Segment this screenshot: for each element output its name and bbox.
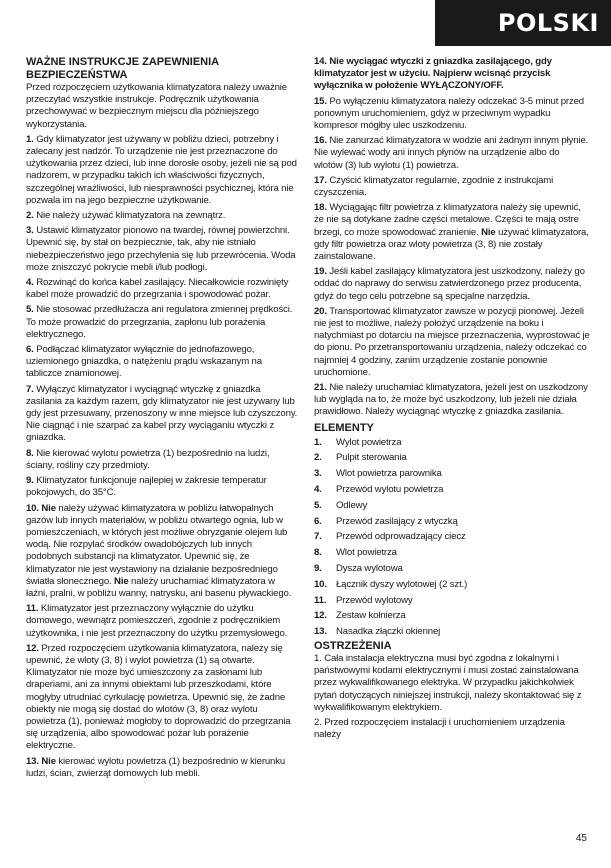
safety-item: 18. Wyciągając filtr powietrza z klimatyzatora należy się upewnić, że nie są dotykane żadne części metalowe. Części te mają ostre brzegi, co może spowodować zranienie. Nie używać klimatyzatora, gdy filtr powietrza oraz wloty powietrza (3, 8) nie zostały zainstalowane.: [314, 202, 589, 263]
warnings-heading: OSTRZEŻENIA: [314, 640, 392, 653]
warning-item: 1. Cała instalacja elektryczna musi być zgodna z lokalnymi i państwowymi kodami elektrycznymi i musi zostać zainstalowana przez wykwalifikowanego elektryka. W przypadku jakichkolwiek pytań dotyczących niniejszej instrukcji, należy skontaktować się z wykwalifikowanym elektrykiem.: [314, 653, 582, 713]
element-item: 10. Łącznik dyszy wylotowej (2 szt.): [314, 578, 468, 590]
safety-list-right: [314, 96, 590, 419]
element-item: 13. Nasadka złączki okiennej: [314, 626, 441, 638]
language-tab: [435, 0, 611, 46]
safety-item: 12. Przed rozpoczęciem użytkowania klimatyzatora, należy się upewnić, że wloty (3, 8) i wylot powietrza (1) są otwarte. Klimatyzator nie może być umieszczony za zasłonami lub draperiami, ani za innymi obiektami lub przeszkodami, które mogłyby utrudniać cyrkulację powietrza. Upewnić się, że żadne obiekty nie mogą się dostać do wlotów (3, 8) oraz wylotu powietrza (1), ponieważ mogłoby to doprowadzić do przegrzania się urządzenia, albo spowodować pożar lub porażenie elektryczne.: [26, 642, 291, 752]
element-item: 8. Wlot powietrza: [314, 547, 397, 559]
element-item: 9. Dysza wylotowa: [314, 563, 403, 575]
element-item: 6. Przewód zasilający z wtyczką: [314, 515, 458, 527]
element-item: 5. Odlewy: [314, 499, 368, 511]
element-item: 2. Pulpit sterowania: [314, 452, 407, 464]
safety-item: 1. Gdy klimatyzator jest używany w pobliżu dzieci, potrzebny i zalecany jest nadzór. To urządzenie nie jest przeznaczone do użytkowania przez dzieci, lub inne dorosłe osoby, jeżeli nie są pod nadzorem, w przypadku takich ich właściwości fizycznych, szczególnej wrażliwości, lub niesprawności psychicznej, która nie pozwala im na jego bezpieczne użytkowanie.: [26, 133, 297, 206]
safety-list-left: [26, 134, 298, 780]
element-item: 12. Zestaw kołnierza: [314, 610, 406, 622]
element-item: 7. Przewód odprowadzający ciecz: [314, 531, 466, 543]
left-column: [26, 56, 298, 783]
safety-item: 15. Po wyłączeniu klimatyzatora należy odczekać 3-5 minut przed ponownym uruchomieniem, gdyż w przeciwnym wypadku kompresor mógłby ulec uszkodzeniu.: [314, 95, 584, 132]
page-number: 45: [575, 833, 587, 844]
safety-item: 8. Nie kierować wylotu powietrza (1) bezpośrednio na ludzi, ściany, rośliny czy przedmioty.: [26, 447, 270, 471]
elements-list: [314, 435, 590, 640]
safety-item: 20. Transportować klimatyzator zawsze w pozycji pionowej. Jeżeli nie jest to możliwe, należy położyć urządzenie na boku i natychmiast po dotarciu na miejsce przeznaczenia, wyprostować je do pionu. Po przetransportowaniu urządzenia, należy odczekać co najmniej 4 godziny, zanim urządzenie zostanie ponownie uruchomione.: [314, 305, 590, 378]
element-item: 3. Wlot powietrza parownika: [314, 468, 442, 480]
safety-item-14: 14. Nie wyciągać wtyczki z gniazdka zasilającego, gdy klimatyzator jest w użyciu. Najpierw wcisnąć przycisk wyłącznika w położenie WYŁĄCZONY/OFF.: [314, 56, 552, 92]
safety-item: 16. Nie zanurzać klimatyzatora w wodzie ani żadnym innym płynie. Nie wylewać wody ani innych płynów na urządzenie albo do wlotów (3) lub wylotu (1) powietrza.: [314, 135, 589, 171]
safety-item: 4. Rozwinąć do końca kabel zasilający. Niecałkowicie rozwinięty kabel może prowadzić do przegrzania i spowodować pożar.: [26, 277, 289, 301]
language-label: POLSKI: [497, 9, 599, 37]
safety-item: 10. Nie należy używać klimatyzatora w pobliżu łatwopalnych gazów lub innych materiałów, w pobliżu otwartego ognia, lub w pomieszczeniach, w których jest możliwe obryzganie olejem lub wodą. Nie rozpylać środków owadobójczych lub innych podobnych substancji na klimatyzator. Upewnić się, że klimatyzator nie jest wystawiony na działanie bezpośredniego światła słonecznego. Nie należy uruchamiać klimatyzatora w łaźni, pralni, w pobliżu wanny, natrysku, ani basenu pływackiego.: [26, 502, 292, 599]
warning-item: 2. Przed rozpoczęciem instalacji i uruchomieniem urządzenia należy: [314, 717, 565, 741]
safety-heading: WAŻNE INSTRUKCJE ZAPEWNIENIA BEZPIECZEŃSTWA: [26, 56, 219, 81]
warnings-list: [314, 653, 590, 741]
safety-item: 3. Ustawić klimatyzator pionowo na twardej, równej powierzchni. Upewnić się, by stał on bezpiecznie, tak, aby nie istniało niebezpieczeństwo jego przechylenia się lub przewrócenia. Woda może zniszczyć pokrycie mebli i/lub podłogi.: [26, 225, 296, 273]
elements-heading: ELEMENTY: [314, 421, 374, 434]
safety-item: 19. Jeśli kabel zasilający klimatyzatora jest uszkodzony, należy go oddać do naprawy do serwisu zatwierdzonego przez producenta, gdyż do tego celu potrzebne są specjalne narzędzia.: [314, 266, 585, 302]
safety-item: 6. Podłączać klimatyzator wyłącznie do jednofazowego, uziemionego gniazdka, o natężeniu prądu wskazanym na tabliczce znamionowej.: [26, 344, 262, 380]
element-item: 4. Przewód wylotu powietrza: [314, 484, 444, 496]
intro-paragraph: Przed rozpoczęciem użytkowania klimatyzatora należy uważnie przeczytać wszystkie instrukcje. Podręcznik użytkowania przechowywać w bezpiecznym miejscu dla późniejszego wykorzystania.: [26, 82, 287, 130]
safety-item: 11. Klimatyzator jest przeznaczony wyłącznie do użytku domowego, wewnątrz pomieszczeń, zgodnie z podręcznikiem użytkownika, i nie jest przeznaczony do użytku przemysłowego.: [26, 603, 288, 639]
element-item: 11. Przewód wylotowy: [314, 594, 413, 606]
safety-item: 13. Nie kierować wylotu powietrza (1) bezpośrednio w kierunku ludzi, ścian, zwierząt domowych lub mebli.: [26, 755, 286, 779]
safety-item: 9. Klimatyzator funkcjonuje najlepiej w zakresie temperatur pokojowych, do 35°C.: [26, 475, 267, 499]
safety-item: 7. Wyłączyć klimatyzator i wyciągnąć wtyczkę z gniazdka zasilania za każdym razem, gdy klimatyzator nie jest używany lub gdy jest przesuwany, przenoszony w inne miejsce lub czyszczony. Nie ciągnąć i nie szarpać za kabel przy wyciąganiu wtyczki z gniazdka.: [26, 383, 298, 444]
right-column: [314, 56, 590, 744]
safety-item: 2. Nie należy używać klimatyzatora na zewnątrz.: [26, 210, 226, 222]
safety-item: 5. Nie stosować przedłużacza ani regulatora zmiennej prędkości. To może prowadzić do przegrzania, zapłonu lub porażenia elektrycznego.: [26, 304, 293, 340]
element-item: 1. Wylot powietrza: [314, 436, 402, 448]
safety-item: 21. Nie należy uruchamiać klimatyzatora, jeżeli jest on uszkodzony lub wygląda na to, że może być uszkodzony, lub jeżeli nie działa prawidłowo. Należy wyciągnąć wtyczkę z gniazdka zasilania.: [314, 382, 588, 418]
safety-item: 17. Czyścić klimatyzator regularnie, zgodnie z instrukcjami czyszczenia.: [314, 174, 554, 199]
